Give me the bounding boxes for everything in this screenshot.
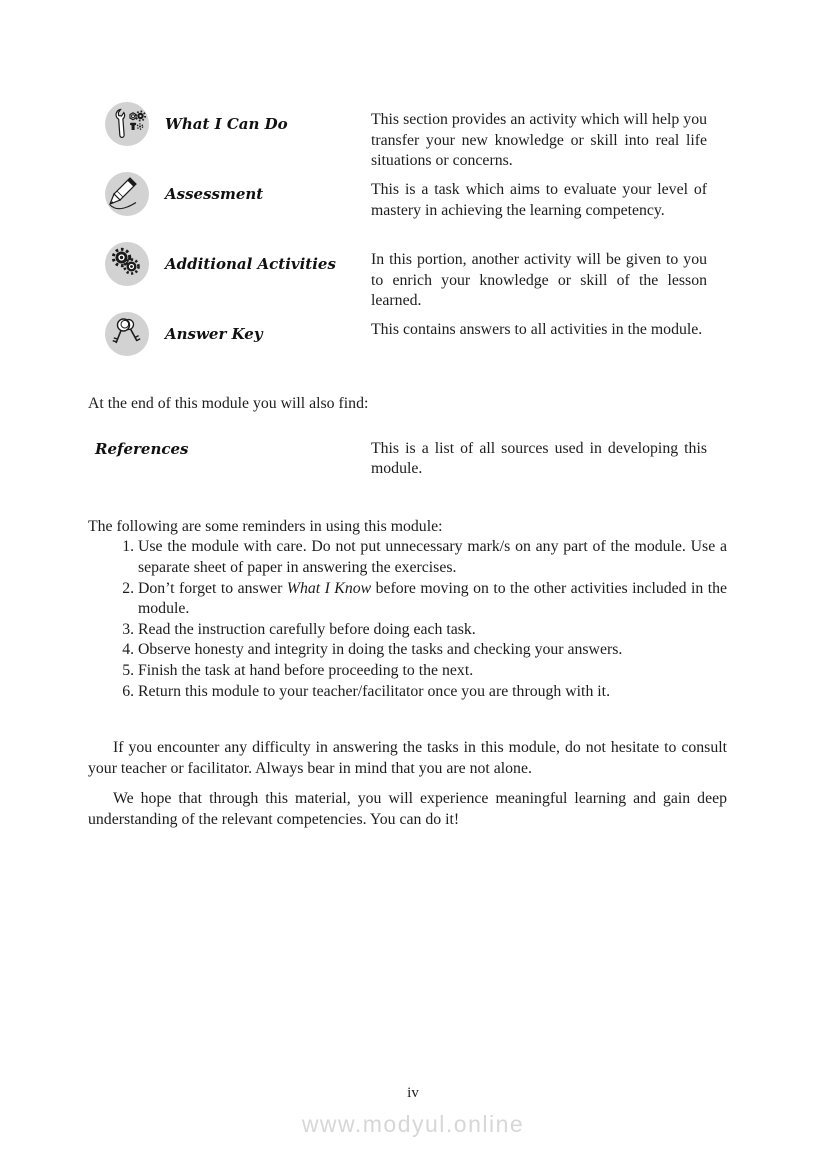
legend-label: What I Can Do: [165, 115, 288, 133]
legend-label: Additional Activities: [165, 255, 336, 273]
legend-label: Assessment: [165, 185, 264, 203]
reminder-item: 3. Read the instruction carefully before doing each task.: [138, 620, 727, 641]
gears-icon: [105, 242, 149, 286]
also-find-intro: At the end of this module you will also find:: [88, 395, 369, 412]
page-number: iv: [407, 1085, 419, 1101]
reminders-list: [88, 537, 727, 702]
legend-row-assessment: [88, 172, 727, 242]
reminder-item: 1. Use the module with care. Do not put unnecessary mark/s on any part of the module. Use a separate sheet of paper in answering the exercises.: [138, 537, 727, 578]
legend-row-answer-key: [88, 312, 727, 382]
legend-label: Answer Key: [165, 325, 263, 343]
references-description: This is a list of all sources used in developing this module.: [371, 439, 707, 478]
legend-description: This section provides an activity which will help you transfer your new knowledge or skill into real life situations or concerns.: [371, 111, 707, 170]
legend-description: In this portion, another activity will be given to you to enrich your knowledge or skill of the lesson learned.: [371, 251, 707, 310]
legend-description: This contains answers to all activities in the module.: [371, 321, 703, 338]
reminder-item: 2. Don’t forget to answer What I Know before moving on to the other activities included in the module.: [138, 579, 727, 620]
references-row: [88, 439, 727, 480]
keys-icon: [105, 312, 149, 356]
reminder-item: 4. Observe honesty and integrity in doing the tasks and checking your answers.: [138, 640, 727, 661]
pencil-icon: [105, 172, 149, 216]
reminder-item: 5. Finish the task at hand before proceeding to the next.: [138, 661, 727, 682]
legend-row-additional-activities: [88, 242, 727, 312]
legend-description: This is a task which aims to evaluate your level of mastery in achieving the learning competency.: [371, 181, 707, 219]
italic-phrase: What I Know: [286, 579, 372, 597]
closing-paragraph: If you encounter any difficulty in answering the tasks in this module, do not hesitate to consult your teacher or facilitator. Always bear in mind that you are not alone.: [88, 739, 727, 777]
reminder-item: 6. Return this module to your teacher/facilitator once you are through with it.: [138, 682, 727, 703]
references-label: References: [95, 439, 189, 458]
legend-row-what-i-can-do: [88, 102, 727, 172]
wrench-icon: [105, 102, 149, 146]
watermark: www.modyul.online: [301, 1111, 525, 1137]
closing-paragraph: We hope that through this material, you will experience meaningful learning and gain deep understanding of the relevant competencies. You can do it!: [88, 790, 727, 828]
reminders-intro: The following are some reminders in using this module:: [88, 517, 443, 535]
page-content: [88, 102, 727, 831]
